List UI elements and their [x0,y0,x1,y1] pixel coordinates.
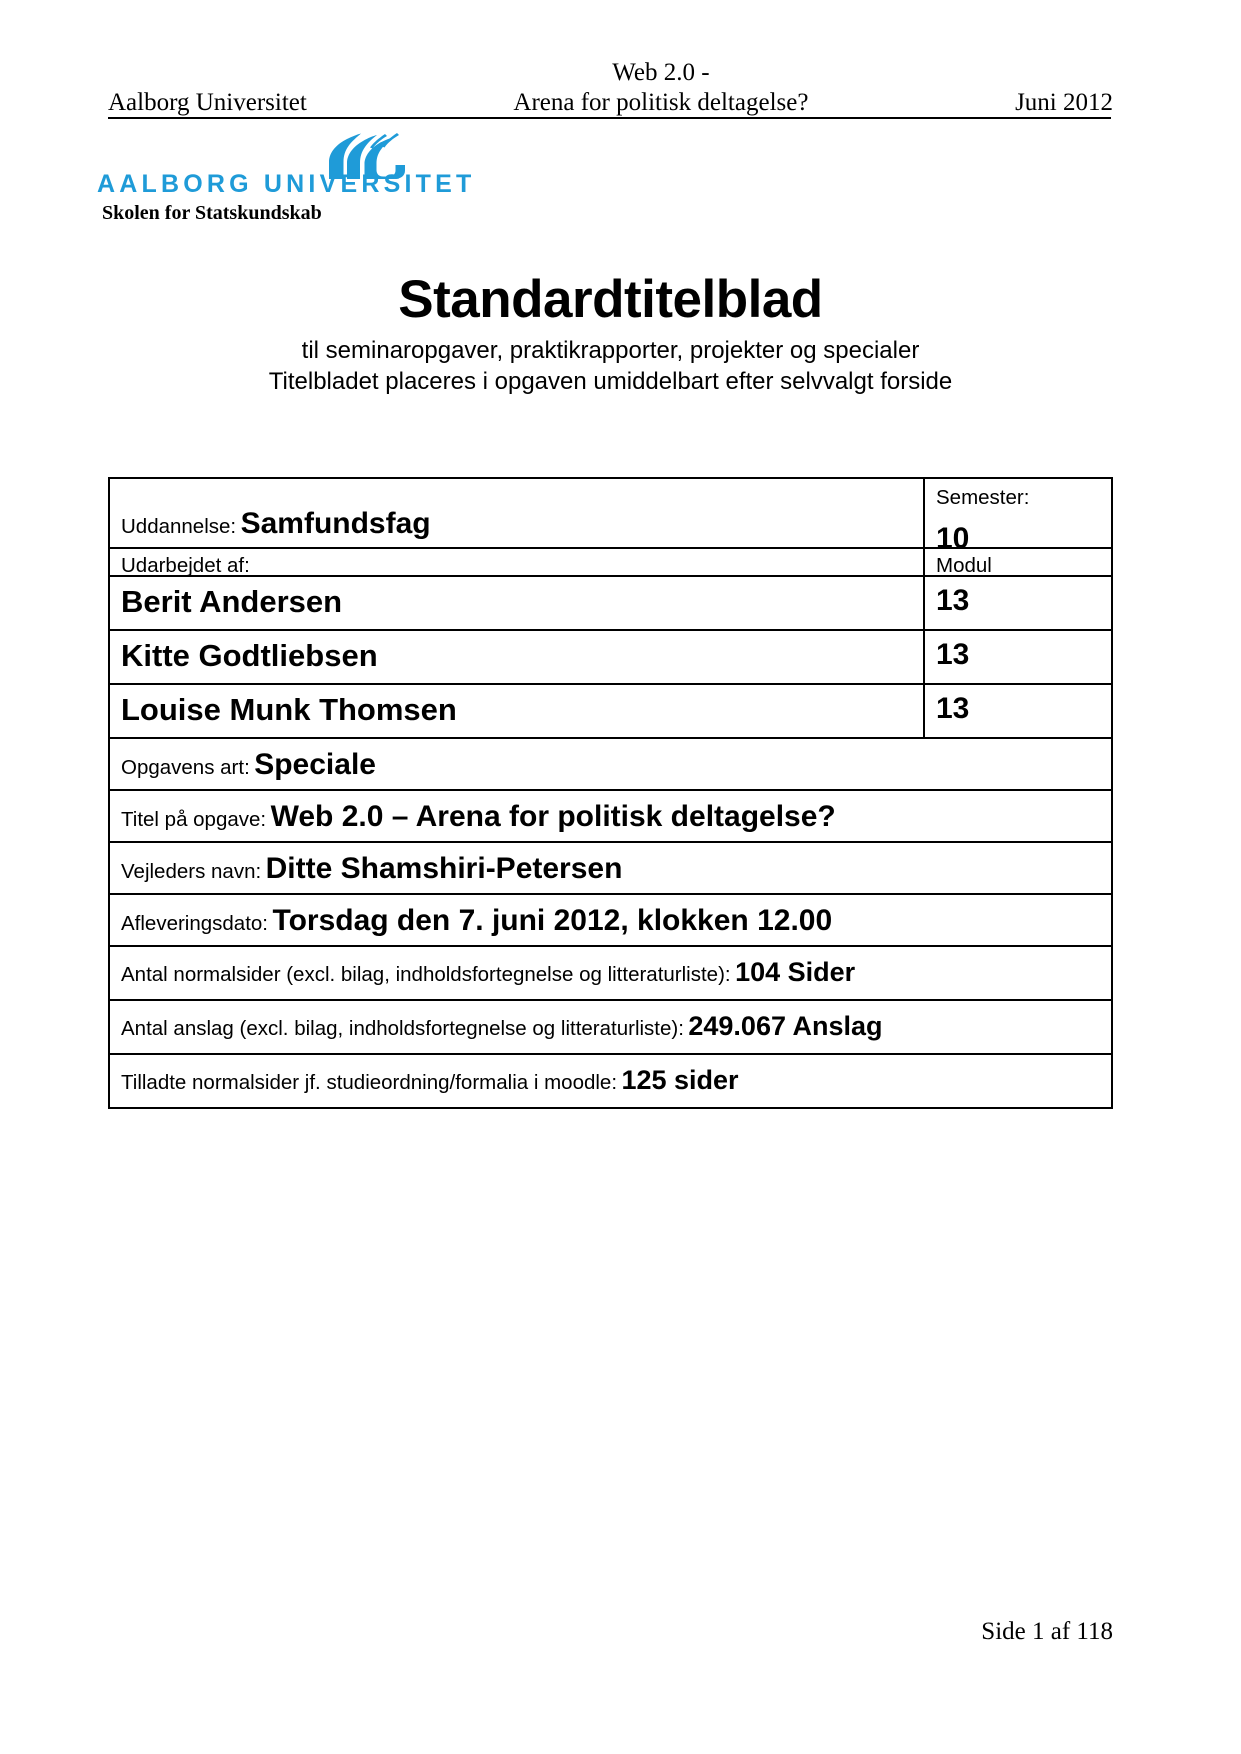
cell-author-modul [924,576,1112,630]
subtitle-line1: til seminaropgaver, praktikrapporter, projekter og specialer [301,336,920,364]
titleblad-table [108,477,1113,1109]
aau-wordmark: AALBORG UNIVERSITET [97,170,476,198]
page-title: Standardtitelblad [398,270,823,329]
table-row-normalsider [109,946,1112,1000]
uddannelse-label: Uddannelse: [121,515,237,538]
anslag-label: Antal anslag (excl. bilag, indholdsfortegnelse og litteraturliste): [121,1017,684,1040]
author-modul: 13 [936,692,970,725]
table-row-afleveringsdato [109,894,1112,946]
table-row-anslag [109,1000,1112,1054]
cell-afleveringsdato [109,894,1112,946]
table-row-tilladte-normalsider [109,1054,1112,1108]
header-title-line1: Web 2.0 - [612,59,710,86]
header-title-line2: Arena for politisk deltagelse? [513,88,809,116]
tilladte-value: 125 sider [621,1065,739,1095]
author-name: Berit Andersen [121,584,343,619]
vejleder-value: Ditte Shamshiri-Petersen [265,852,623,885]
table-row-uddannelse [109,478,1112,548]
cell-author-modul [924,684,1112,738]
opgavens-art-value: Speciale [254,748,376,781]
cell-titel [109,790,1112,842]
modul-label: Modul [936,554,992,577]
semester-value: 10 [936,522,970,555]
titleblad-table-wrapper [108,477,1111,1109]
cell-opgavens-art [109,738,1112,790]
document-header [108,58,1113,117]
cell-vejleder [109,842,1112,894]
afleveringsdato-label: Afleveringsdato: [121,912,269,935]
cell-author-name [109,684,924,738]
cell-uddannelse [109,478,924,548]
titel-value: Web 2.0 – Arena for politisk deltagelse? [270,800,836,833]
table-row-opgavens-art [109,738,1112,790]
cell-udarbejdet-label [109,548,924,576]
header-right-date: Juni 2012 [1015,88,1113,116]
author-modul: 13 [936,584,970,617]
normalsider-value: 104 Sider [735,957,856,987]
table-row-vejleder [109,842,1112,894]
table-row-titel [109,790,1112,842]
header-divider [108,117,1111,119]
table-row-author [109,630,1112,684]
title-block [108,272,1113,398]
cell-anslag [109,1000,1112,1054]
cell-tilladte-normalsider [109,1054,1112,1108]
udarbejdet-label: Udarbejdet af: [121,554,250,577]
normalsider-label: Antal normalsider (excl. bilag, indholdsfortegnelse og litteraturliste): [121,963,731,986]
tilladte-label: Tilladte normalsider jf. studieordning/formalia i moodle: [121,1071,618,1094]
vejleder-label: Vejleders navn: [121,860,262,883]
department-name: Skolen for Statskundskab [102,202,322,224]
cell-semester [924,478,1112,555]
author-name: Kitte Godtliebsen [121,638,378,673]
semester-label: Semester: [936,486,1030,509]
afleveringsdato-value: Torsdag den 7. juni 2012, klokken 12.00 [272,904,833,937]
anslag-value: 249.067 Anslag [688,1011,883,1041]
uddannelse-value: Samfundsfag [240,507,431,540]
header-left-text: Aalborg Universitet [108,88,307,116]
header-center-title [307,58,1015,117]
table-row-author [109,684,1112,738]
page-footer [108,1618,1113,1646]
table-row-author [109,576,1112,630]
author-modul: 13 [936,638,970,671]
page-subtitle [108,335,1113,398]
page-number-text: Side 1 af 118 [981,1618,1113,1645]
titel-label: Titel på opgave: [121,808,267,831]
cell-author-modul [924,630,1112,684]
cell-author-name [109,630,924,684]
cell-normalsider [109,946,1112,1000]
author-name: Louise Munk Thomsen [121,692,457,727]
opgavens-art-label: Opgavens art: [121,756,250,779]
subtitle-line2: Titelbladet placeres i opgaven umiddelbart efter selvvalgt forside [268,368,953,396]
cell-author-name [109,576,924,630]
